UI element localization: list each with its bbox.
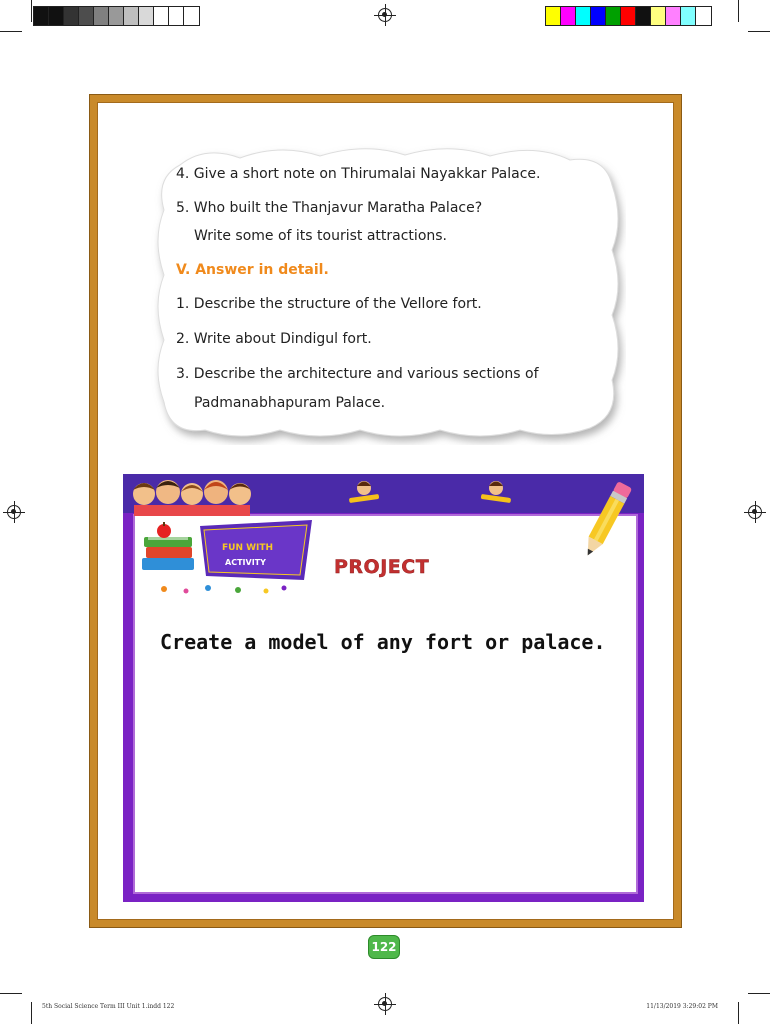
crop-mark bbox=[738, 1002, 739, 1024]
slug-filename: 5th Social Science Term III Unit 1.indd 122 bbox=[42, 1003, 175, 1010]
project-heading: PROJECT bbox=[334, 556, 430, 578]
registration-swatch bbox=[139, 7, 154, 25]
crop-mark bbox=[31, 1002, 32, 1024]
registration-bar-gray bbox=[33, 6, 200, 26]
registration-target-icon bbox=[748, 505, 762, 519]
activity-banner-line2: ACTIVITY bbox=[225, 558, 266, 567]
crop-mark bbox=[0, 993, 22, 994]
registration-swatch bbox=[94, 7, 109, 25]
section-heading: V. Answer in detail. bbox=[176, 262, 329, 278]
registration-bar-color bbox=[545, 6, 712, 26]
registration-target-icon bbox=[7, 505, 21, 519]
decorative-dots bbox=[158, 582, 298, 596]
kid-pencil-emblem bbox=[347, 479, 381, 505]
page-number: 122 bbox=[371, 940, 397, 954]
registration-swatch bbox=[64, 7, 79, 25]
registration-swatch bbox=[636, 7, 651, 25]
crop-mark bbox=[748, 31, 770, 32]
registration-swatch bbox=[169, 7, 184, 25]
books-icon bbox=[138, 522, 200, 574]
question-4: 4. Give a short note on Thirumalai Nayakkar Palace. bbox=[176, 166, 541, 182]
registration-swatch bbox=[576, 7, 591, 25]
detail-question-3: 3. Describe the architecture and various sections of bbox=[176, 366, 539, 382]
kid-pencil-emblem bbox=[479, 479, 513, 505]
registration-swatch bbox=[606, 7, 621, 25]
registration-swatch bbox=[49, 7, 64, 25]
crop-mark bbox=[738, 0, 739, 22]
question-5: 5. Who built the Thanjavur Maratha Palace? bbox=[176, 200, 483, 216]
detail-question-1: 1. Describe the structure of the Vellore fort. bbox=[176, 296, 482, 312]
registration-target-icon bbox=[378, 8, 392, 22]
detail-question-3-continued: Padmanabhapuram Palace. bbox=[194, 395, 386, 411]
project-task: Create a model of any fort or palace. bbox=[160, 630, 606, 654]
registration-swatch bbox=[124, 7, 139, 25]
registration-target-icon bbox=[378, 997, 392, 1011]
question-5-continued: Write some of its tourist attractions. bbox=[194, 228, 447, 244]
detail-question-2: 2. Write about Dindigul fort. bbox=[176, 331, 372, 347]
registration-swatch bbox=[546, 7, 561, 25]
registration-swatch bbox=[696, 7, 711, 25]
registration-swatch bbox=[681, 7, 696, 25]
registration-swatch bbox=[591, 7, 606, 25]
registration-swatch bbox=[34, 7, 49, 25]
crop-mark bbox=[0, 31, 22, 32]
pencil-icon bbox=[578, 478, 634, 564]
registration-swatch bbox=[651, 7, 666, 25]
children-illustration bbox=[128, 474, 256, 516]
registration-swatch bbox=[154, 7, 169, 25]
registration-swatch bbox=[621, 7, 636, 25]
activity-banner-line1: FUN WITH bbox=[222, 543, 274, 553]
registration-swatch bbox=[184, 7, 199, 25]
crop-mark bbox=[748, 993, 770, 994]
crop-mark bbox=[31, 0, 32, 22]
registration-swatch bbox=[666, 7, 681, 25]
registration-swatch bbox=[109, 7, 124, 25]
slug-timestamp: 11/13/2019 3:29:02 PM bbox=[646, 1003, 718, 1010]
registration-swatch bbox=[79, 7, 94, 25]
registration-swatch bbox=[561, 7, 576, 25]
page-number-badge bbox=[368, 935, 400, 959]
